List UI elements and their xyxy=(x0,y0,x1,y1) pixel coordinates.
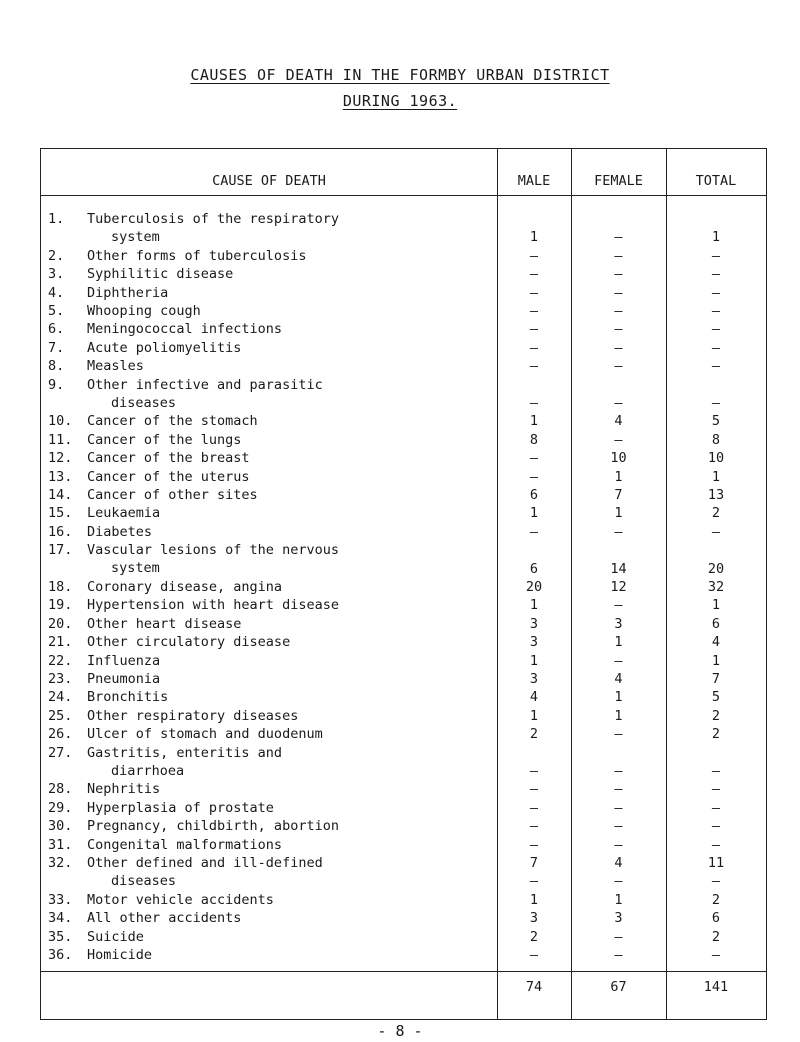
female-count: – xyxy=(614,947,623,963)
total-male: 74 xyxy=(525,979,543,995)
female-count: – xyxy=(614,321,623,338)
male-count: 3 xyxy=(529,615,539,632)
row-number: 26. xyxy=(48,726,73,743)
male-count: 3 xyxy=(529,634,539,651)
total-count: 7 xyxy=(711,671,721,687)
cause-label: Nephritis xyxy=(87,781,161,798)
header-female: FEMALE xyxy=(594,173,643,189)
table-row xyxy=(41,910,766,928)
female-count: – xyxy=(614,799,623,816)
female-count: – xyxy=(614,726,623,743)
female-count: – xyxy=(614,358,623,375)
female-count: – xyxy=(614,597,623,614)
male-count: 20 xyxy=(525,579,543,595)
cause-label: Motor vehicle accidents xyxy=(87,891,274,908)
table-row xyxy=(41,616,766,634)
table-row xyxy=(41,358,766,376)
row-number: 13. xyxy=(48,468,73,485)
cause-label: Leukaemia xyxy=(87,505,161,522)
row-number: 8. xyxy=(48,358,65,375)
cause-label: Meningococcal infections xyxy=(87,321,283,338)
male-count: – xyxy=(529,321,539,338)
cause-label: Homicide xyxy=(87,947,153,963)
total-count: 1 xyxy=(711,468,721,485)
male-count: 1 xyxy=(529,891,539,908)
male-count: – xyxy=(529,947,539,963)
table-row xyxy=(41,211,766,246)
cause-label: Cancer of the stomach xyxy=(87,413,258,430)
female-count: – xyxy=(614,928,623,945)
male-count: 1 xyxy=(529,413,539,430)
total-count: – xyxy=(711,266,721,283)
table-row xyxy=(41,781,766,799)
male-count: 1 xyxy=(529,707,539,724)
row-number: 29. xyxy=(48,799,73,816)
male-count: – xyxy=(529,394,539,411)
male-count: – xyxy=(529,450,539,467)
row-number: 15. xyxy=(48,505,73,522)
female-count: 1 xyxy=(614,707,623,724)
table-row xyxy=(41,340,766,358)
female-count: – xyxy=(614,523,623,540)
cause-label: Diabetes xyxy=(87,523,153,540)
table-row xyxy=(41,653,766,671)
female-count: 3 xyxy=(614,910,623,927)
table-row xyxy=(41,597,766,615)
total-count: 1 xyxy=(711,229,721,246)
male-count: 3 xyxy=(529,910,539,927)
row-number: 20. xyxy=(48,615,73,632)
female-count: – xyxy=(614,339,623,356)
male-count: – xyxy=(529,303,539,319)
male-count: – xyxy=(529,762,539,779)
total-female: 67 xyxy=(610,979,627,995)
female-count: – xyxy=(614,303,623,319)
document-subtitle: DURING 1963. xyxy=(342,92,458,110)
row-number: 11. xyxy=(48,431,73,448)
male-count: – xyxy=(529,339,539,356)
male-count: – xyxy=(529,266,539,283)
total-count: – xyxy=(711,947,721,963)
table-row xyxy=(41,321,766,339)
total-count: 2 xyxy=(711,505,721,522)
cause-label-continued: system xyxy=(111,229,160,245)
row-number: 6. xyxy=(48,321,65,338)
total-count: 20 xyxy=(707,560,725,577)
table-row xyxy=(41,837,766,855)
row-number: 23. xyxy=(48,671,73,687)
total-count: 13 xyxy=(707,487,725,503)
female-count: – xyxy=(614,836,623,853)
male-count: 3 xyxy=(529,671,539,687)
female-count: 12 xyxy=(610,579,627,595)
row-number: 1. xyxy=(48,211,65,227)
cause-label: Cancer of other sites xyxy=(87,487,258,503)
total-count: – xyxy=(711,321,721,338)
male-count: 6 xyxy=(529,487,539,503)
total-count: 2 xyxy=(711,726,721,743)
total-count: 5 xyxy=(711,413,721,430)
row-number: 17. xyxy=(48,542,73,559)
cause-label: Other heart disease xyxy=(87,615,242,632)
cause-label: Ulcer of stomach and duodenum xyxy=(87,726,323,743)
female-count: 1 xyxy=(614,468,623,485)
row-number: 28. xyxy=(48,781,73,798)
male-count: – xyxy=(529,781,539,798)
table-row xyxy=(41,671,766,689)
male-count: – xyxy=(529,468,539,485)
table-row xyxy=(41,542,766,577)
female-count: 10 xyxy=(610,450,627,467)
table-row xyxy=(41,376,766,411)
female-count: 3 xyxy=(614,615,623,632)
table-row xyxy=(41,892,766,910)
cause-label: Measles xyxy=(87,358,144,375)
total-count: – xyxy=(711,523,721,540)
table-row xyxy=(41,744,766,779)
row-number: 7. xyxy=(48,339,65,356)
cause-label: Congenital malformations xyxy=(87,836,283,853)
row-number: 31. xyxy=(48,836,73,853)
cause-label: Acute poliomyelitis xyxy=(87,339,242,356)
table-row xyxy=(41,303,766,321)
cause-label: Other defined and ill-defined xyxy=(87,855,323,871)
table-row xyxy=(41,450,766,468)
header-male: MALE xyxy=(517,173,551,189)
row-number: 2. xyxy=(48,247,65,264)
total-count: 8 xyxy=(711,431,721,448)
cause-label: Influenza xyxy=(87,652,161,669)
row-number: 9. xyxy=(48,376,65,393)
table-row xyxy=(41,689,766,707)
row-number: 16. xyxy=(48,523,73,540)
table-row xyxy=(41,726,766,744)
total-count: – xyxy=(711,247,721,264)
row-number: 34. xyxy=(48,910,73,927)
cause-label: Other infective and parasitic xyxy=(87,376,323,393)
total-count: 11 xyxy=(707,855,725,871)
cause-label: Other respiratory diseases xyxy=(87,707,299,724)
male-count: – xyxy=(529,836,539,853)
row-number: 3. xyxy=(48,266,65,283)
male-count: 1 xyxy=(529,597,539,614)
table-row xyxy=(41,285,766,303)
total-count: – xyxy=(711,358,721,375)
total-count: 32 xyxy=(707,579,725,595)
female-count: 4 xyxy=(614,413,623,430)
male-count: – xyxy=(529,818,539,835)
table-row xyxy=(41,413,766,431)
table-row xyxy=(41,818,766,836)
cause-label: Cancer of the uterus xyxy=(87,468,250,485)
cause-label: Hypertension with heart disease xyxy=(87,597,339,614)
male-count: 7 xyxy=(529,855,539,871)
female-count: – xyxy=(614,284,623,301)
female-count: – xyxy=(614,266,623,283)
table-row xyxy=(41,487,766,505)
male-count: 2 xyxy=(529,726,539,743)
total-count: 6 xyxy=(711,910,721,927)
female-count: 1 xyxy=(614,689,623,706)
female-count: – xyxy=(614,247,623,264)
male-count: 6 xyxy=(529,560,539,577)
female-count: 1 xyxy=(614,505,623,522)
female-count: – xyxy=(614,762,623,779)
total-count: 4 xyxy=(711,634,721,651)
cause-label: Other circulatory disease xyxy=(87,634,291,651)
total-count: 5 xyxy=(711,689,721,706)
row-number: 36. xyxy=(48,947,73,963)
table-row xyxy=(41,800,766,818)
female-count-secondary: – xyxy=(614,873,623,890)
female-count: 14 xyxy=(610,560,627,577)
row-number: 33. xyxy=(48,891,73,908)
document-title: CAUSES OF DEATH IN THE FORMBY URBAN DISTRICT xyxy=(190,66,610,84)
table-row xyxy=(41,579,766,597)
total-count: – xyxy=(711,339,721,356)
row-number: 35. xyxy=(48,928,73,945)
female-count: – xyxy=(614,229,623,246)
male-count: – xyxy=(529,523,539,540)
total-count: – xyxy=(711,818,721,835)
cause-label: Bronchitis xyxy=(87,689,169,706)
male-count: – xyxy=(529,799,539,816)
table-row xyxy=(41,432,766,450)
cause-label-continued: system xyxy=(111,560,160,577)
female-count: 1 xyxy=(614,891,623,908)
table-row xyxy=(41,505,766,523)
female-count: 4 xyxy=(614,671,623,687)
row-number: 25. xyxy=(48,707,73,724)
female-count: 7 xyxy=(614,487,623,503)
header-cause: CAUSE OF DEATH xyxy=(212,173,326,189)
page-number: - 8 - xyxy=(377,1022,423,1040)
cause-label: Coronary disease, angina xyxy=(87,579,283,595)
total-count: 1 xyxy=(711,597,721,614)
table-row xyxy=(41,947,766,965)
table-row xyxy=(41,248,766,266)
table-row xyxy=(41,634,766,652)
total-count: 2 xyxy=(711,928,721,945)
row-number: 22. xyxy=(48,652,73,669)
cause-label: Syphilitic disease xyxy=(87,266,234,283)
row-number: 14. xyxy=(48,487,73,503)
row-number: 5. xyxy=(48,303,65,319)
total-count: – xyxy=(711,394,721,411)
cause-label: Diphtheria xyxy=(87,284,169,301)
total-count: – xyxy=(711,781,721,798)
header-divider xyxy=(41,195,766,196)
female-count: – xyxy=(614,781,623,798)
row-number: 21. xyxy=(48,634,73,651)
cause-label: Tuberculosis of the respiratory xyxy=(87,211,339,227)
header-total: TOTAL xyxy=(695,173,737,189)
row-number: 30. xyxy=(48,818,73,835)
female-count: 4 xyxy=(614,855,623,871)
table-row xyxy=(41,469,766,487)
cause-label-continued: diseases xyxy=(111,873,177,889)
row-number: 24. xyxy=(48,689,73,706)
cause-label-continued: diarrhoea xyxy=(111,762,185,779)
cause-label-continued: diseases xyxy=(111,394,177,411)
male-count-secondary: – xyxy=(529,873,539,890)
row-number: 10. xyxy=(48,413,73,430)
cause-label: Other forms of tuberculosis xyxy=(87,247,307,264)
causes-of-death-table xyxy=(40,148,767,1020)
female-count: 1 xyxy=(614,634,623,651)
row-number: 32. xyxy=(48,855,73,871)
female-count: – xyxy=(614,394,623,411)
total-count: 2 xyxy=(711,891,721,908)
row-number: 18. xyxy=(48,579,73,595)
male-count: 1 xyxy=(529,229,539,246)
total-count: – xyxy=(711,762,721,779)
total-count: – xyxy=(711,836,721,853)
cause-label: All other accidents xyxy=(87,910,242,927)
total-count: 6 xyxy=(711,615,721,632)
row-number: 12. xyxy=(48,450,73,467)
total-all: 141 xyxy=(703,979,729,995)
cause-label: Hyperplasia of prostate xyxy=(87,799,274,816)
female-count: – xyxy=(614,652,623,669)
male-count: 1 xyxy=(529,505,539,522)
female-count: – xyxy=(614,818,623,835)
row-number: 27. xyxy=(48,744,73,761)
male-count: 2 xyxy=(529,928,539,945)
cause-label: Gastritis, enteritis and xyxy=(87,744,283,761)
cause-label: Pneumonia xyxy=(87,671,161,687)
cause-label: Suicide xyxy=(87,928,144,945)
table-row xyxy=(41,929,766,947)
table-row xyxy=(41,708,766,726)
male-count: 1 xyxy=(529,652,539,669)
total-count: – xyxy=(711,303,721,319)
table-row xyxy=(41,266,766,284)
total-count: 2 xyxy=(711,707,721,724)
table-row xyxy=(41,524,766,542)
row-number: 4. xyxy=(48,284,65,301)
row-number: 19. xyxy=(48,597,73,614)
cause-label: Vascular lesions of the nervous xyxy=(87,542,339,559)
male-count: – xyxy=(529,247,539,264)
total-count: 10 xyxy=(707,450,725,467)
cause-label: Pregnancy, childbirth, abortion xyxy=(87,818,339,835)
male-count: 4 xyxy=(529,689,539,706)
table-row xyxy=(41,855,766,890)
total-count: – xyxy=(711,799,721,816)
total-count-secondary: – xyxy=(711,873,721,890)
totals-divider xyxy=(41,971,766,972)
cause-label: Whooping cough xyxy=(87,303,201,319)
male-count: – xyxy=(529,284,539,301)
cause-label: Cancer of the lungs xyxy=(87,431,242,448)
male-count: – xyxy=(529,358,539,375)
male-count: 8 xyxy=(529,431,539,448)
total-count: 1 xyxy=(711,652,721,669)
female-count: – xyxy=(614,431,623,448)
total-count: – xyxy=(711,284,721,301)
cause-label: Cancer of the breast xyxy=(87,450,250,467)
